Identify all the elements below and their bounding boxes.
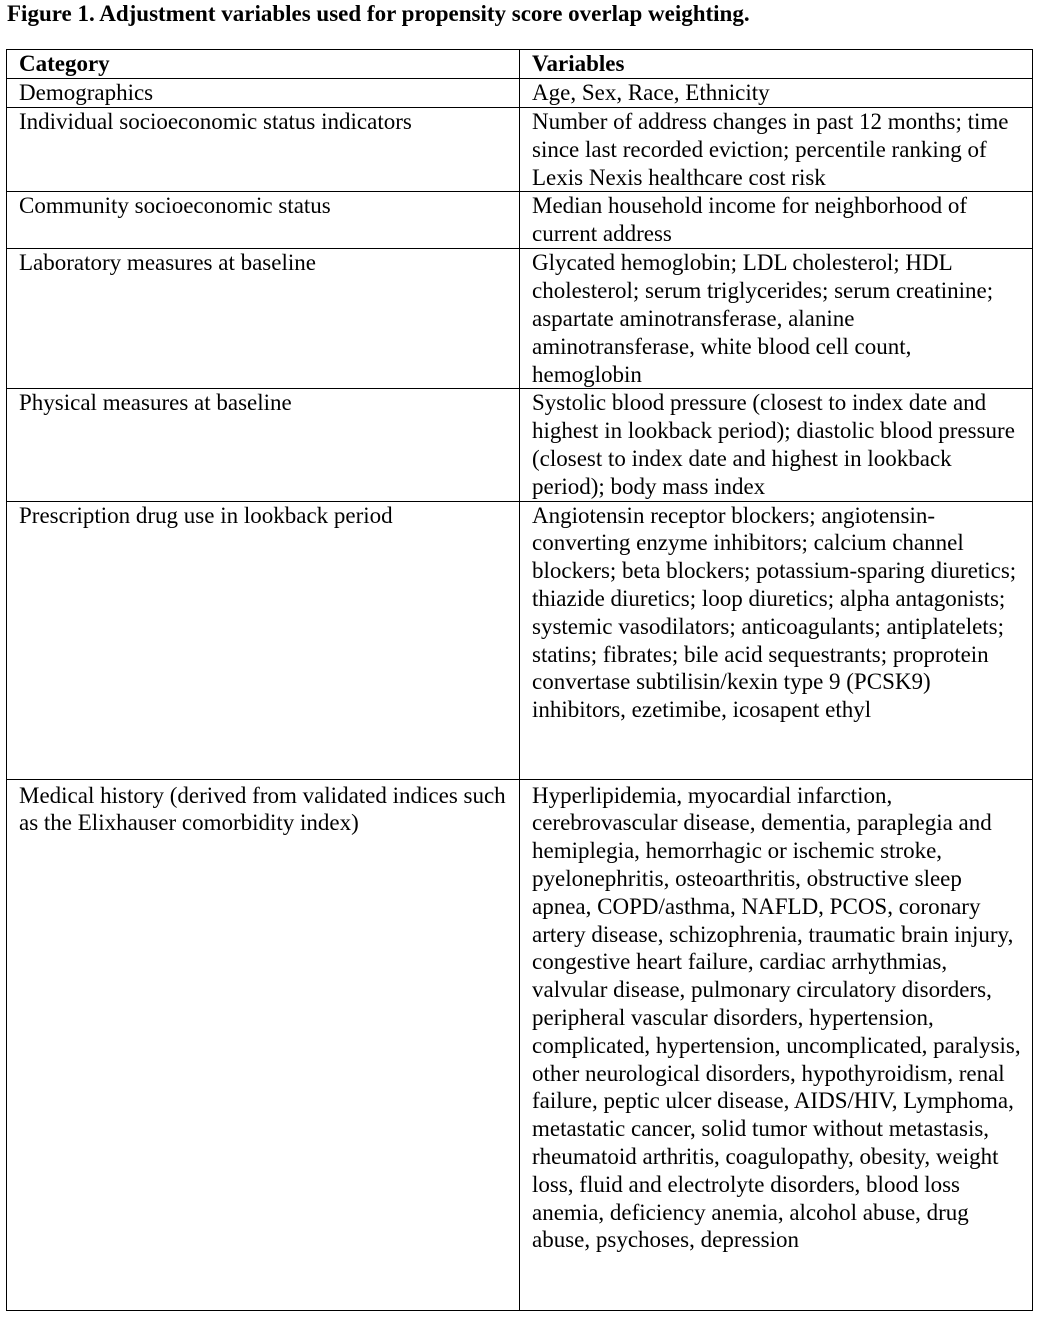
variables-cell: Age, Sex, Race, Ethnicity bbox=[520, 79, 1033, 108]
variables-cell: Median household income for neighborhood of current address bbox=[520, 192, 1033, 249]
table-row bbox=[7, 108, 1033, 192]
table-row bbox=[7, 779, 1033, 1310]
variables-cell: Number of address changes in past 12 months; time since last recorded eviction; percentile ranking of Lexis Nexis healthcare cost risk bbox=[520, 108, 1033, 192]
table-row bbox=[7, 389, 1033, 501]
figure-title: Figure 1. Adjustment variables used for propensity score overlap weighting. bbox=[7, 1, 750, 26]
table-row bbox=[7, 249, 1033, 389]
table-row bbox=[7, 501, 1033, 779]
variables-cell: Systolic blood pressure (closest to index date and highest in lookback period); diastolic blood pressure (closest to index date and highest in lookback period); body mass index bbox=[520, 389, 1033, 501]
table-row bbox=[7, 192, 1033, 249]
adjustment-variables-table bbox=[6, 49, 1033, 1311]
table-row bbox=[7, 79, 1033, 108]
variables-cell: Hyperlipidemia, myocardial infarction, cerebrovascular disease, dementia, paraplegia and hemiplegia, hemorrhagic or ischemic stroke, pyelonephritis, osteoarthritis, obstructive sleep apnea, COPD/asthma, NAFLD, PCOS, coronary artery disease, schizophrenia, traumatic brain injury, congestive heart failure, cardiac arrhythmias, valvular disease, pulmonary circulatory disorders, peripheral vascular disorders, hypertension, complicated, hypertension, uncomplicated, paralysis, other neurological disorders, hypothyroidism, renal failure, peptic ulcer disease, AIDS/HIV, Lymphoma, metastatic cancer, solid tumor without metastasis, rheumatoid arthritis, coagulopathy, obesity, weight loss, fluid and electrolyte disorders, blood loss anemia, deficiency anemia, alcohol abuse, drug abuse, psychoses, depression bbox=[520, 779, 1033, 1310]
category-cell: Prescription drug use in lookback period bbox=[7, 501, 520, 779]
table-header-row bbox=[7, 50, 1033, 79]
category-cell: Physical measures at baseline bbox=[7, 389, 520, 501]
category-cell: Medical history (derived from validated indices such as the Elixhauser comorbidity index) bbox=[7, 779, 520, 1310]
category-cell: Community socioeconomic status bbox=[7, 192, 520, 249]
variables-cell: Glycated hemoglobin; LDL cholesterol; HDL cholesterol; serum triglycerides; serum creatinine; aspartate aminotransferase, alanine aminotransferase, white blood cell count, hemoglobin bbox=[520, 249, 1033, 389]
category-cell: Laboratory measures at baseline bbox=[7, 249, 520, 389]
category-cell: Individual socioeconomic status indicators bbox=[7, 108, 520, 192]
header-category: Category bbox=[7, 50, 520, 79]
variables-cell: Angiotensin receptor blockers; angiotensin-converting enzyme inhibitors; calcium channel blockers; beta blockers; potassium-sparing diuretics; thiazide diuretics; loop diuretics; alpha antagonists; systemic vasodilators; anticoagulants; antiplatelets; statins; fibrates; bile acid sequestrants; proprotein convertase subtilisin/kexin type 9 (PCSK9) inhibitors, ezetimibe, icosapent ethyl bbox=[520, 501, 1033, 779]
header-variables: Variables bbox=[520, 50, 1033, 79]
category-cell: Demographics bbox=[7, 79, 520, 108]
